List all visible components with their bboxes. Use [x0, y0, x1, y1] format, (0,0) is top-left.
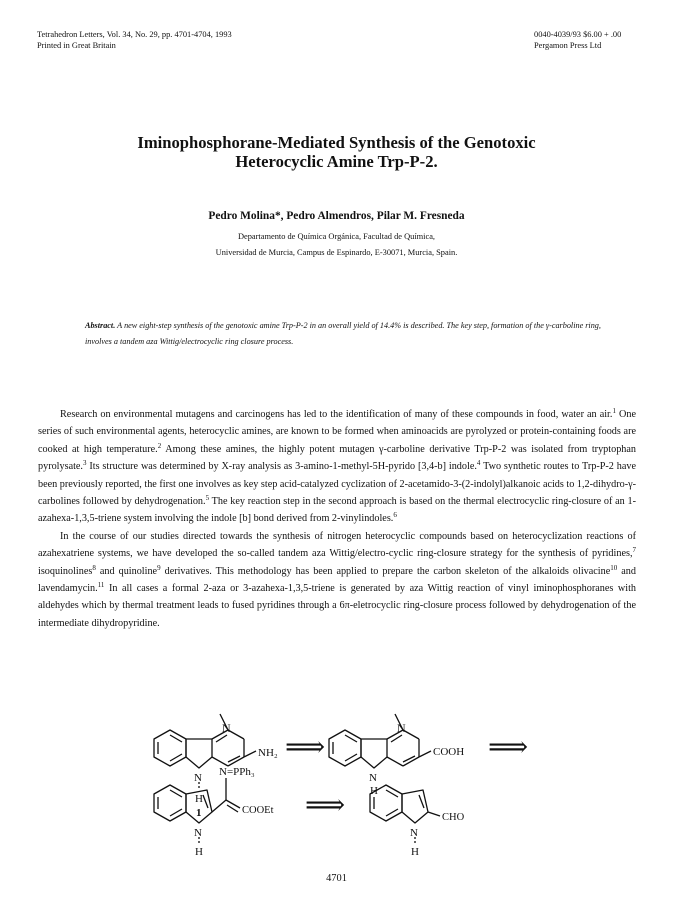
retro-arrow-1: ⟹: [285, 732, 326, 763]
reaction-scheme: [0, 690, 673, 860]
paragraph-2: In the course of our studies directed towards the synthesis of nitrogen heterocyclic compounds based on heterocyclization reactions of azahexatriene systems, we have developed the so-called tandem aza Wittig/electro-cyclic ring-closure strategy for the synthesis of pyridines,$^7$ isoquinolines$^8$ and quinoline$^9$ derivatives. This methodology has been applied to prepare the carbon skeleton of the alkaloids olivacine$^{10}$ and lavendamycin.$^{11}$ In all cases a formal 2-aza or 3-azahexa-1,3,5-triene is generated by aza Wittig reaction of vinyl iminophosphoranes with aldehydes which by thermal treatment leads to fused pyridines through a 6π-eletrocyclic ring-closure process followed by dehydrogenation of the intermediate dihydropyridine.: [38, 530, 636, 629]
ref-7: 7: [632, 546, 636, 555]
running-header-left: [37, 29, 232, 51]
ref-6: 6: [393, 511, 397, 520]
ref-4: 4: [476, 459, 481, 468]
structure-indole-aldehyde: [370, 785, 440, 844]
trp-indole-nitrogen: N: [194, 772, 202, 784]
page-number: 4701: [326, 873, 347, 884]
ref-2: 2: [157, 441, 162, 450]
aldehyde-nh-hydrogen: H: [411, 846, 419, 858]
author-list: Pedro Molina*, Pedro Almendros, Pilar M. Fresneda: [208, 210, 465, 222]
aldehyde-indole-nitrogen: N: [410, 827, 418, 839]
retro-arrow-2: ⟹: [488, 732, 529, 763]
printed-in: Printed in Great Britain: [37, 41, 116, 50]
affiliation-line-2: Universidad de Murcia, Campus de Espinardo, E-30071, Murcia, Spain.: [215, 248, 458, 257]
ref-3: 3: [82, 459, 87, 468]
affiliation: [37, 229, 636, 261]
abstract-label: Abstract.: [85, 321, 116, 330]
ref-11: 11: [97, 581, 105, 590]
paragraph-1: Research on environmental mutagens and carcinogens has led to the identification of many of these compounds in food, water an air.$^1$ One series of such environmental agents, heterocyclic amines, are known to be formed when aminoacids are pyrolyzed or protein-containing foods are cooked at high temperature.$^2$ Among these amines, the highly potent mutagen γ-carboline derivative Trp-P-2 was isolated from tryptophan pyrolysate.$^3$ Its structure was determined by X-ray analysis as 3-amino-1-methyl-5H-pyrido [3,4-b] indole.$^4$ Two synthetic routes to Trp-P-2 have been previously reported, the first one involves as key step acid-catalyzed cyclization of 2-acetamido-3-(2-indolyl)alkanoic acids to 1,2-dihydro-γ-carbolines followed by dehydrogenation.$^5$ The key reaction step in the second approach is based on the thermal electrocyclic ring-closure of an 1-azahexa-1,3,5-triene system involving the indole [b] bond derived from 2-vinylindoles.$^6$: [38, 407, 636, 525]
retro-arrow-3: ⟹: [305, 790, 346, 821]
ref-1: 1: [612, 407, 616, 415]
trp-amino-group: NH₂: [258, 747, 278, 759]
ref-5: 5: [205, 494, 210, 503]
acid-nh-hydrogen: H: [370, 785, 378, 797]
body-text: [38, 406, 636, 632]
abstract-text: A new eight-step synthesis of the genotoxic amine Trp-P-2 in an overall yield of 14.4% is described. The key step, formation of the γ-carboline ring, involves a tandem aza Wittig/electrocyclic ring closure process.: [85, 321, 601, 346]
compound-number-1: 1: [196, 807, 202, 819]
ester-group: COOEt: [242, 805, 274, 816]
publisher: Pergamon Press Ltd: [534, 41, 602, 50]
ylide-nh-hydrogen: H: [195, 846, 203, 858]
issn-price: 0040-4039/93 $6.00 + .00: [534, 30, 622, 39]
trp-nh-hydrogen: H: [195, 793, 203, 805]
acid-indole-nitrogen: N: [369, 772, 377, 784]
paper-title: [37, 133, 636, 171]
ref-10: 10: [610, 563, 618, 572]
affiliation-line-1: Departamento de Química Orgánica, Facultad de Química,: [237, 232, 436, 241]
acid-ring-nitrogen: N: [397, 721, 406, 735]
ylide-group: N=PPh₃: [219, 766, 255, 778]
structure-trp-p-2: [154, 714, 256, 790]
journal-citation: Tetrahedron Letters, Vol. 34, No. 29, pp. 4701-4704, 1993: [37, 30, 232, 39]
acid-carboxyl-group: COOH: [433, 746, 465, 758]
aldehyde-group: CHO: [442, 812, 465, 823]
ref-9: 9: [157, 563, 161, 572]
structure-carboline-acid: [329, 714, 431, 768]
ylide-indole-nitrogen: N: [194, 827, 202, 839]
ref-8: 8: [92, 563, 96, 572]
abstract: [85, 318, 605, 350]
title-line-2: Heterocyclic Amine Trp-P-2.: [235, 152, 438, 171]
trp-ring-nitrogen: N: [222, 721, 231, 735]
title-line-1: Iminophosphorane-Mediated Synthesis of the Genotoxic: [137, 133, 536, 152]
running-header-right: [534, 29, 621, 51]
